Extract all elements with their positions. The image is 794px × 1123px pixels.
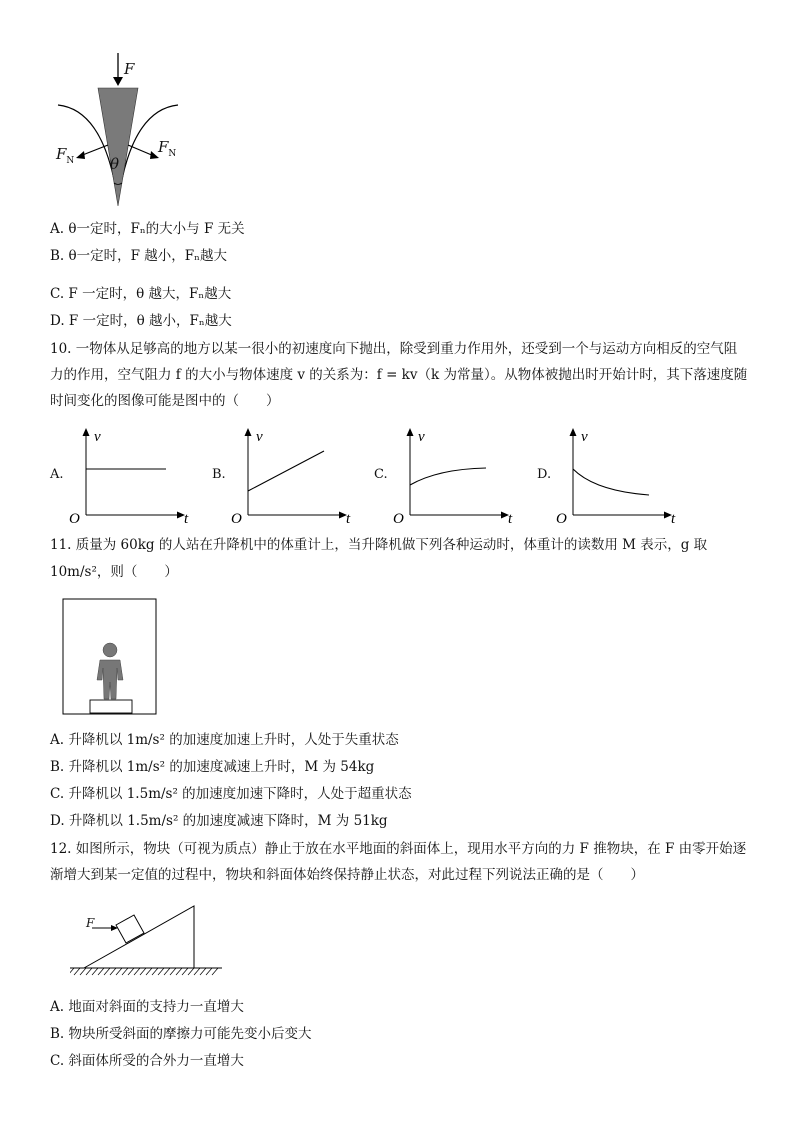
q11-text-1: 11. 质量为 60kg 的人站在升降机中的体重计上，当升降机做下列各种运动时，体重计的读数用 M 表示，g 取 (50, 537, 708, 553)
q11-option-b: B. 升降机以 1m/s² 的加速度减速上升时，M 为 54kg (50, 759, 375, 775)
incline-figure (70, 898, 230, 980)
graph-option-label: C. (374, 467, 388, 482)
axis-x-label: t (346, 511, 351, 525)
q9-option-b: B. θ一定时，F 越小，Fₙ越大 (50, 248, 227, 264)
vt-graph (230, 425, 360, 525)
graph-option-label: D. (537, 467, 552, 482)
q9-option-d: D. F 一定时，θ 越小，Fₙ越大 (50, 313, 232, 329)
incline-force-label: F (86, 916, 95, 930)
q12-option-a: A. 地面对斜面的支持力一直增大 (50, 999, 244, 1015)
vt-graph (392, 425, 522, 525)
graph-option-label: A. (50, 467, 64, 482)
vt-curve (410, 468, 486, 485)
axis-x-label: t (671, 511, 676, 525)
axis-y-label: v (94, 429, 101, 445)
origin-label: O (556, 511, 567, 525)
q9-option-c: C. F 一定时，θ 越大，Fₙ越大 (50, 286, 232, 302)
q11-option-a: A. 升降机以 1m/s² 的加速度加速上升时，人处于失重状态 (50, 732, 399, 748)
origin-label: O (231, 511, 242, 525)
origin-label: O (69, 511, 80, 525)
q10-text: 10. 一物体从足够高的地方以某一很小的初速度向下抛出，除受到重力作用外，还受到一个与运动方向相反的空气阻力的作用，空气阻力 f 的大小与物体速度 v 的关系为：f = kv（k 为常量）。从物体被抛出时开始计时，其下落速度随时间变化的图像可能是图中的（ ） (50, 341, 748, 409)
q12-option-c: C. 斜面体所受的合外力一直增大 (50, 1053, 244, 1069)
axis-x-label: t (184, 511, 189, 525)
origin-label: O (393, 511, 404, 525)
angle-label: θ (110, 155, 120, 173)
vt-curve (573, 469, 649, 495)
normal-force-label-right: $F_N$ (158, 138, 177, 159)
normal-force-label-left: $F_N$ (56, 145, 75, 166)
q11-text-2: 10m/s²，则（ ） (50, 564, 178, 580)
axis-y-label: v (256, 429, 263, 445)
q11-option-c: C. 升降机以 1.5m/s² 的加速度加速下降时，人处于超重状态 (50, 786, 412, 802)
axis-y-label: v (581, 429, 588, 445)
graph-option-label: B. (212, 467, 226, 482)
force-label: F (124, 60, 135, 78)
elevator-figure (62, 598, 158, 716)
vt-graph (555, 425, 685, 525)
q11-option-d: D. 升降机以 1.5m/s² 的加速度减速下降时，M 为 51kg (50, 813, 388, 829)
axis-x-label: t (508, 511, 513, 525)
vt-curve (248, 451, 324, 491)
vt-graph (68, 425, 198, 525)
axis-y-label: v (418, 429, 425, 445)
q12-text: 12. 如图所示，物块（可视为质点）静止于放在水平地面的斜面体上，现用水平方向的力 F 推物块，在 F 由零开始逐渐增大到某一定值的过程中，物块和斜面体始终保持静止状态，对此过程下列说法正确的是（ ） (50, 841, 747, 883)
q9-option-a: A. θ一定时，Fₙ的大小与 F 无关 (50, 221, 245, 237)
wedge-figure (50, 50, 190, 215)
q12-option-b: B. 物块所受斜面的摩擦力可能先变小后变大 (50, 1026, 312, 1042)
